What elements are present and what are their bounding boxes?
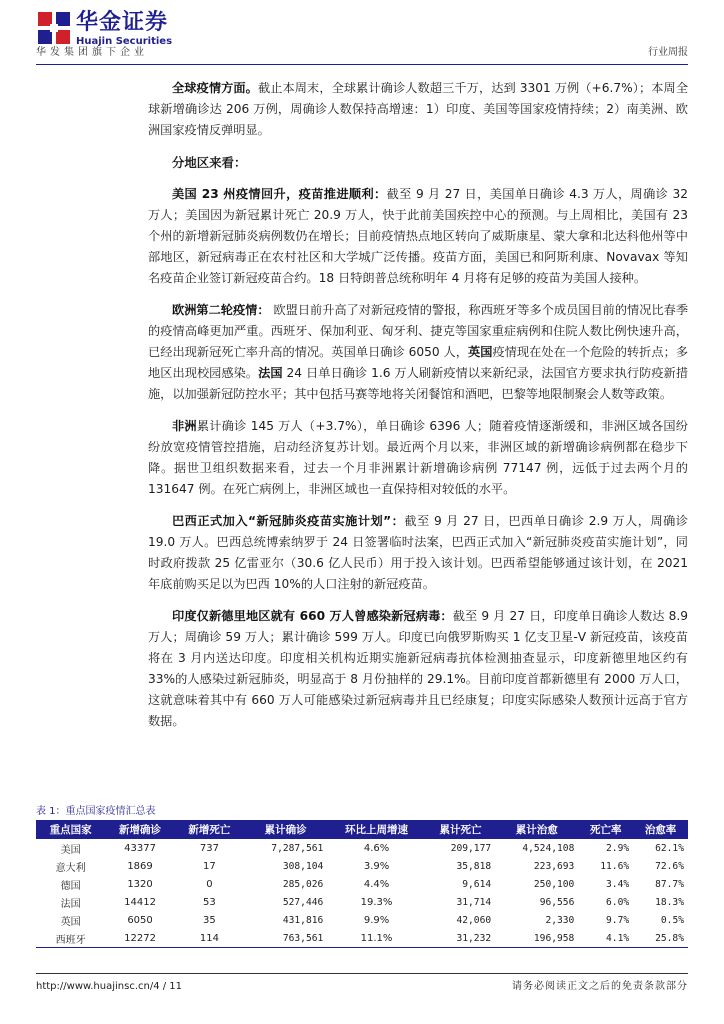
table-cell: 6050 [127,914,153,926]
table-cell: 62.1% [655,842,684,854]
table-cell: 35 [203,914,216,926]
table-cell: 196,958 [495,929,578,948]
table-cell: 12272 [105,929,174,948]
paragraph-text: 截至 9 月 27 日，巴西单日确诊 2.9 万人，周确诊 19.0 万人。巴西总统博索纳罗于 24 日签署临时法案，巴西正式加入“新冠肺炎疫苗实施计划”，同时政府拨款 25 亿雷亚尔（30.6 亿人民币）用于投入该计划。巴西希望能够通过该计划，在 2021 年底前购买足以为巴西 10%的人口注射的新冠疫苗。 [148,514,688,591]
table-cell: 250,100 [533,878,575,890]
table-cell: 53 [203,896,216,908]
table-cell: 0 [206,878,213,890]
table-cell: 31,232 [426,929,495,948]
group-tagline: 华发集团旗下企业 [36,47,148,58]
table-cell: 英国 [60,916,81,928]
table-cell: 7,287,561 [271,842,324,854]
table-cell: 14412 [124,896,156,908]
paragraph-heading: 美国 23 州疫情回升，疫苗推进顺利： [172,187,387,201]
table-cell: 42,060 [456,914,492,926]
report-category: 行业周报 [648,47,688,58]
paragraph-heading: 巴西正式加入“新冠肺炎疫苗实施计划”： [172,514,405,528]
table-cell: 意大利 [55,862,86,874]
paragraph-india [148,606,688,732]
table-cell: 4.4% [363,878,390,890]
table-cell: 43377 [124,842,156,854]
table-row [36,857,688,875]
column-header: 累计治愈 [495,820,578,839]
inline-bold-uk: 英国 [468,345,493,359]
table-cell: 9.9% [363,914,390,926]
table-cell: 0.5% [660,914,684,926]
report-body [148,78,688,743]
column-header: 重点国家 [36,820,105,839]
table-row [36,875,688,893]
table-cell: 763,561 [244,929,327,948]
table-cell: 美国 [60,844,81,856]
paragraph-europe [148,300,688,405]
table-row [36,893,688,911]
table-cell: 11.1% [327,929,426,948]
table-cell: 6.0% [606,896,630,908]
column-header: 累计确诊 [244,820,327,839]
table-cell: 114 [175,929,244,948]
table-caption: 表 1：重点国家疫情汇总表 [36,806,156,817]
paragraph-text: 截至 9 月 27 日，美国单日确诊 4.3 万人，周确诊 32 万人；美国因为新冠累计死亡 20.9 万人，快于此前美国疾控中心的预测。与上周相比，美国有 23 个州的新增新冠肺炎病例数仍在增长；目前疫情热点地区转向了威斯康星、蒙大拿和北达科他州等中部地区，新冠病毒正在农村社区和大学城广泛传播。疫苗方面，美国已和阿斯利康、Novavax 等知名疫苗企业签订新冠疫苗合约。18 日特朗普总统称明年 4 月将有足够的疫苗为美国人接种。 [148,187,688,285]
table-cell: 19.3% [360,896,393,908]
section-subheading: 分地区来看： [172,155,247,170]
table-cell: 3.9% [363,860,390,872]
table-cell: 96,556 [539,896,575,908]
footer-divider [36,973,688,974]
table-cell: 9,614 [462,878,492,890]
table-cell: 1869 [127,860,153,872]
paragraph-usa [148,184,688,289]
column-header: 累计死亡 [426,820,495,839]
paragraph-text: 截至 9 月 27 日，印度单日确诊人数达 8.9 万人；周确诊 59 万人；累计确诊 599 万人。印度已向俄罗斯购买 1 亿支卫星-V 新冠疫苗，该疫苗将在 3 月内送达印度。印度相关机构近期实施新冠病毒抗体检测抽查显示，印度新德里地区约有 33%的人感染过新冠肺炎，明显高于 8 月份抽样的 29.1%。目前印度首都新德里有 2000 万人口，这就意味着其中有 660 万人可能感染过新冠病毒并且已经康复；印度实际感染人数预计远高于官方数据。 [148,609,689,728]
table-cell: 4.6% [363,842,390,854]
table-cell: 35,818 [456,860,492,872]
table-cell: 11.6% [600,860,630,872]
brand-name-cn: 华金证券 [76,10,169,35]
table-cell: 72.6% [655,860,684,872]
table-cell: 87.7% [655,878,684,890]
paragraph-text: 欧盟日前升高了对新冠疫情的警报，称西班牙等多个成员国目前的情况比春季的疫情高峰更加严重。西班牙、保加利亚、匈牙利、捷克等国家重症病例和住院人数比例快速升高，已经出现新冠死亡率升高的情况。英国单日确诊 6050 人， [148,303,689,359]
table-cell: 17 [203,860,216,872]
table-cell: 285,026 [282,878,324,890]
table-cell: 2,330 [545,914,575,926]
table-row [36,911,688,929]
column-header: 死亡率 [578,820,633,839]
table-cell: 25.8% [633,929,688,948]
table-cell: 西班牙 [36,929,105,948]
table-cell: 2.9% [606,842,630,854]
page-header [36,10,688,66]
column-header: 环比上周增速 [327,820,426,839]
table-cell: 4.1% [578,929,633,948]
inline-bold-france: 法国 [258,366,283,380]
table-cell: 737 [199,842,219,854]
paragraph-heading: 全球疫情方面。 [172,81,258,95]
footer-url-page[interactable]: http://www.huajinsc.cn/4 / 11 [36,981,183,992]
country-summary-table [36,820,688,948]
paragraph-heading: 印度仅新德里地区就有 660 万人曾感染新冠病毒： [172,609,453,623]
paragraph-heading: 非洲 [172,419,197,433]
table-cell: 209,177 [450,842,492,854]
table-cell: 308,104 [282,860,324,872]
paragraph-text: 24 日单日确诊 1.6 万人刷新疫情以来新纪录，法国官方要求执行防疫新措施，以加强新冠防控水平；其中包括马赛等地将关闭餐馆和酒吧，巴黎等地限制聚会人数等政策。 [148,366,689,401]
paragraph-text: 截止本周末，全球累计确诊人数超三千万，达到 3301 万例（+6.7%）；本周全球新增确诊达 206 万例，周确诊人数保持高增速：1）印度、美国等国家疫情持续；2）南美洲、欧洲国家疫情反弹明显。 [148,81,689,137]
paragraph-text: 累计确诊 145 万人（+3.7%），单日确诊 6396 人；随着疫情逐渐缓和，非洲区域各国纷纷放宽疫情管控措施，启动经济复苏计划。最近两个月以来，非洲区域的新增确诊病例都在稳步下降。据世卫组织数据来看，过去一个月非洲累计新增确诊病例 77147 例，远低于过去两个月的 131647 例。在死亡病例上，非洲区域也一直保持相对较低的水平。 [148,419,688,496]
column-header: 治愈率 [633,820,688,839]
table-cell: 3.4% [606,878,630,890]
paragraph-text: 疫情现在处在一个危险的转折点；多地区出现校园感染。 [148,345,689,380]
table-cell: 527,446 [282,896,324,908]
footer-disclaimer: 请务必阅读正文之后的免责条款部分 [512,981,688,992]
table-cell: 德国 [60,880,81,892]
table-cell: 31,714 [456,896,492,908]
table-header-row [36,820,688,839]
table-cell: 18.3% [655,896,684,908]
column-header: 新增死亡 [175,820,244,839]
paragraph-global [148,78,688,141]
paragraph-brazil [148,511,688,595]
paragraph-africa [148,416,688,500]
table-row [36,839,688,857]
table-row [36,929,688,948]
column-header: 新增确诊 [105,820,174,839]
paragraph-heading: 欧洲第二轮疫情： [172,303,270,317]
table-cell: 9.7% [606,914,630,926]
table-cell: 1320 [127,878,153,890]
brand-name-en: Huajin Securities [76,36,173,47]
table-cell: 4,524,108 [522,842,575,854]
table-cell: 431,816 [282,914,324,926]
header-divider [36,64,688,65]
table-cell: 223,693 [533,860,575,872]
table-cell: 法国 [60,898,81,910]
huajin-logo-icon [36,10,72,46]
